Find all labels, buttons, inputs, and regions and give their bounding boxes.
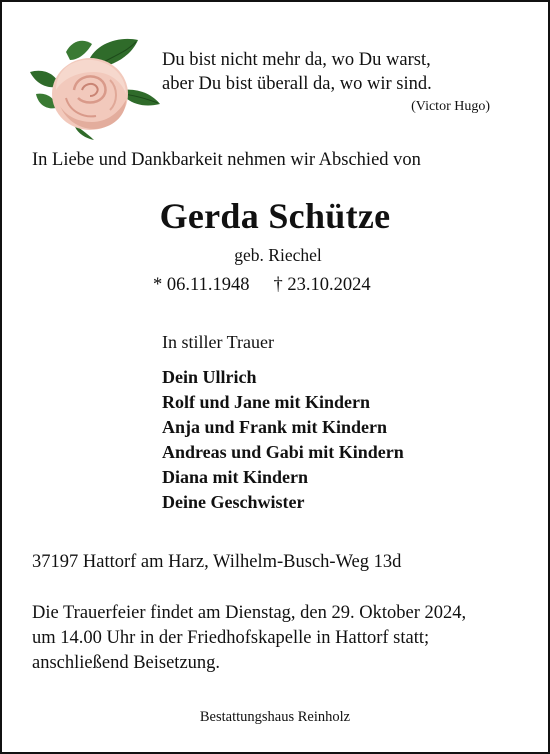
mourning-heading: In stiller Trauer (162, 332, 274, 352)
quote-author: (Victor Hugo) (411, 99, 490, 114)
intro-text: In Liebe und Dankbarkeit nehmen wir Abschied von (32, 150, 421, 170)
mourner-name: Rolf und Jane mit Kindern (162, 392, 371, 412)
rose-icon (26, 32, 166, 142)
quote-line-1: Du bist nicht mehr da, wo Du warst, (162, 50, 431, 70)
mourner-name: Dein Ullrich (162, 367, 257, 387)
service-line-2: um 14.00 Uhr in der Friedhofskapelle in Hattorf statt; (32, 628, 430, 648)
deceased-name: Gerda Schütze (159, 196, 391, 236)
mourner-name: Deine Geschwister (162, 492, 305, 512)
undertaker-name: Bestattungshaus Reinholz (199, 709, 351, 725)
birth-date: * 06.11.1948 (153, 275, 250, 295)
service-info (32, 601, 532, 676)
life-dates (153, 275, 371, 296)
mourner-name: Andreas und Gabi mit Kindern (162, 442, 404, 462)
mourner-name: Anja und Frank mit Kindern (162, 417, 388, 437)
service-line-3: anschließend Beisetzung. (32, 653, 221, 673)
quote-line-2: aber Du bist überall da, wo wir sind. (162, 74, 432, 94)
mourners-list (162, 365, 404, 515)
death-date: † 23.10.2024 (273, 275, 371, 295)
quote-block (162, 48, 492, 116)
service-line-1: Die Trauerfeier findet am Dienstag, den 29. Oktober 2024, (32, 603, 467, 623)
family-address: 37197 Hattorf am Harz, Wilhelm-Busch-Weg 13d (32, 552, 402, 572)
mourner-name: Diana mit Kindern (162, 467, 309, 487)
birth-name: geb. Riechel (234, 245, 322, 265)
